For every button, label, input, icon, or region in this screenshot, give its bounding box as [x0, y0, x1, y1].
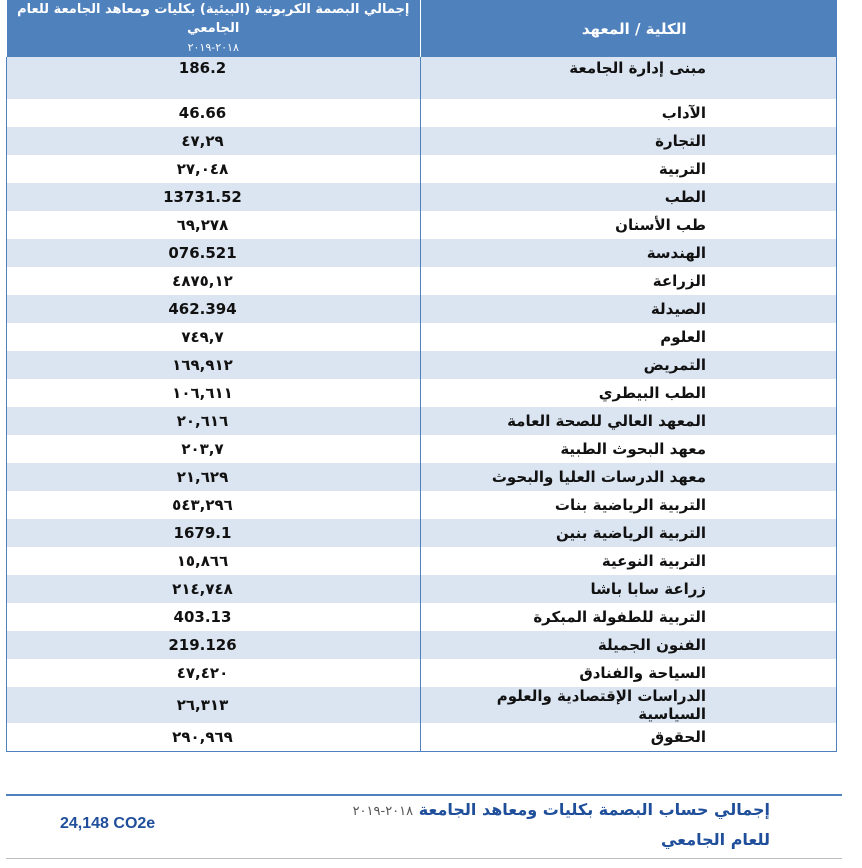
- table-row: [7, 267, 837, 295]
- table-header-row: [7, 0, 837, 57]
- carbon-value-cell: ٢٧,٠٤٨: [7, 155, 421, 183]
- faculty-name-cell: طب الأسنان: [421, 211, 837, 239]
- table-row: [7, 547, 837, 575]
- carbon-value-cell: ٥٤٣,٢٩٦: [7, 491, 421, 519]
- table-row: [7, 127, 837, 155]
- faculty-name-cell: الطب: [421, 183, 837, 211]
- table-row: [7, 155, 837, 183]
- table-row: [7, 603, 837, 631]
- carbon-value-cell: 1679.1: [7, 519, 421, 547]
- header-total-carbon: [7, 0, 421, 57]
- table-row: [7, 723, 837, 752]
- table-row: [7, 659, 837, 687]
- table-row: [7, 435, 837, 463]
- summary-total-value: 24,148 CO2e: [60, 815, 156, 832]
- table-row: [7, 323, 837, 351]
- carbon-value-cell: ٤٧,٢٩: [7, 127, 421, 155]
- faculty-name-cell: السياحة والفنادق: [421, 659, 837, 687]
- carbon-value-cell: ٢١,٦٢٩: [7, 463, 421, 491]
- carbon-value-cell: 13731.52: [7, 183, 421, 211]
- faculty-name-cell: الهندسة: [421, 239, 837, 267]
- faculty-name-cell: الحقوق: [421, 723, 837, 752]
- carbon-value-cell: 403.13: [7, 603, 421, 631]
- carbon-value-cell: 076.521: [7, 239, 421, 267]
- summary-label: [290, 796, 770, 854]
- table-row: [7, 575, 837, 603]
- faculty-name-cell: الطب البيطري: [421, 379, 837, 407]
- table-row: [7, 211, 837, 239]
- carbon-value-cell: ٢١٤,٧٤٨: [7, 575, 421, 603]
- faculty-name-cell: الفنون الجميلة: [421, 631, 837, 659]
- table-row: [7, 57, 837, 99]
- faculty-name-cell: التربية للطفولة المبكرة: [421, 603, 837, 631]
- table-row: [7, 631, 837, 659]
- summary-bottom-divider: [6, 858, 842, 859]
- summary-label-years: ٢٠١٨-٢٠١٩: [352, 804, 414, 819]
- carbon-value-cell: ٢٠,٦١٦: [7, 407, 421, 435]
- faculty-name-cell: التمريض: [421, 351, 837, 379]
- carbon-value-cell: 46.66: [7, 99, 421, 127]
- faculty-name-cell: التربية: [421, 155, 837, 183]
- faculty-name-cell: الآداب: [421, 99, 837, 127]
- header-total-carbon-years: ٢٠١٨-٢٠١٩: [187, 41, 239, 54]
- table-row: [7, 351, 837, 379]
- carbon-value-cell: 186.2: [7, 57, 421, 99]
- carbon-footprint-table-container: [6, 0, 836, 752]
- faculty-name-cell: زراعة سابا باشا: [421, 575, 837, 603]
- table-row: [7, 379, 837, 407]
- table-row: [7, 239, 837, 267]
- faculty-name-cell: معهد البحوث الطبية: [421, 435, 837, 463]
- table-row: [7, 491, 837, 519]
- table-row: [7, 463, 837, 491]
- carbon-value-cell: ٦٩,٢٧٨: [7, 211, 421, 239]
- faculty-name-cell: التربية النوعية: [421, 547, 837, 575]
- carbon-value-cell: ٤٧,٤٢٠: [7, 659, 421, 687]
- carbon-value-cell: ٢٩٠,٩٦٩: [7, 723, 421, 752]
- faculty-name-cell: الصيدلة: [421, 295, 837, 323]
- header-total-carbon-title: إجمالي البصمة الكربونية (البيئية) بكليات ومعاهد الجامعة للعام الجامعي: [17, 2, 410, 36]
- carbon-value-cell: 219.126: [7, 631, 421, 659]
- faculty-name-cell: التجارة: [421, 127, 837, 155]
- faculty-name-cell: المعهد العالي للصحة العامة: [421, 407, 837, 435]
- carbon-value-cell: ٢٦,٣١٣: [7, 687, 421, 723]
- table-row: [7, 99, 837, 127]
- faculty-name-cell: الزراعة: [421, 267, 837, 295]
- carbon-value-cell: ١٠٦,٦١١: [7, 379, 421, 407]
- summary-label-tail: للعام الجامعي: [660, 830, 770, 849]
- faculty-name-cell: العلوم: [421, 323, 837, 351]
- carbon-value-cell: ٧٤٩,٧: [7, 323, 421, 351]
- table-row: [7, 687, 837, 723]
- carbon-value-cell: ١٦٩,٩١٢: [7, 351, 421, 379]
- faculty-name-cell: مبنى إدارة الجامعة: [421, 57, 837, 99]
- summary-label-main: إجمالي حساب البصمة بكليات ومعاهد الجامعة: [418, 800, 770, 819]
- carbon-value-cell: ١٥,٨٦٦: [7, 547, 421, 575]
- faculty-name-cell: التربية الرياضية بنين: [421, 519, 837, 547]
- carbon-footprint-table: [6, 0, 837, 752]
- table-row: [7, 295, 837, 323]
- carbon-value-cell: 462.394: [7, 295, 421, 323]
- faculty-name-cell: معهد الدرسات العليا والبحوث: [421, 463, 837, 491]
- table-row: [7, 407, 837, 435]
- table-row: [7, 519, 837, 547]
- carbon-value-cell: ٢٠٣,٧: [7, 435, 421, 463]
- faculty-name-cell: الدراسات الإقتصادية والعلوم السياسية: [421, 687, 837, 723]
- header-faculty-institute: الكلية / المعهد: [421, 0, 837, 57]
- faculty-name-cell: التربية الرياضية بنات: [421, 491, 837, 519]
- table-row: [7, 183, 837, 211]
- carbon-value-cell: ٤٨٧٥,١٢: [7, 267, 421, 295]
